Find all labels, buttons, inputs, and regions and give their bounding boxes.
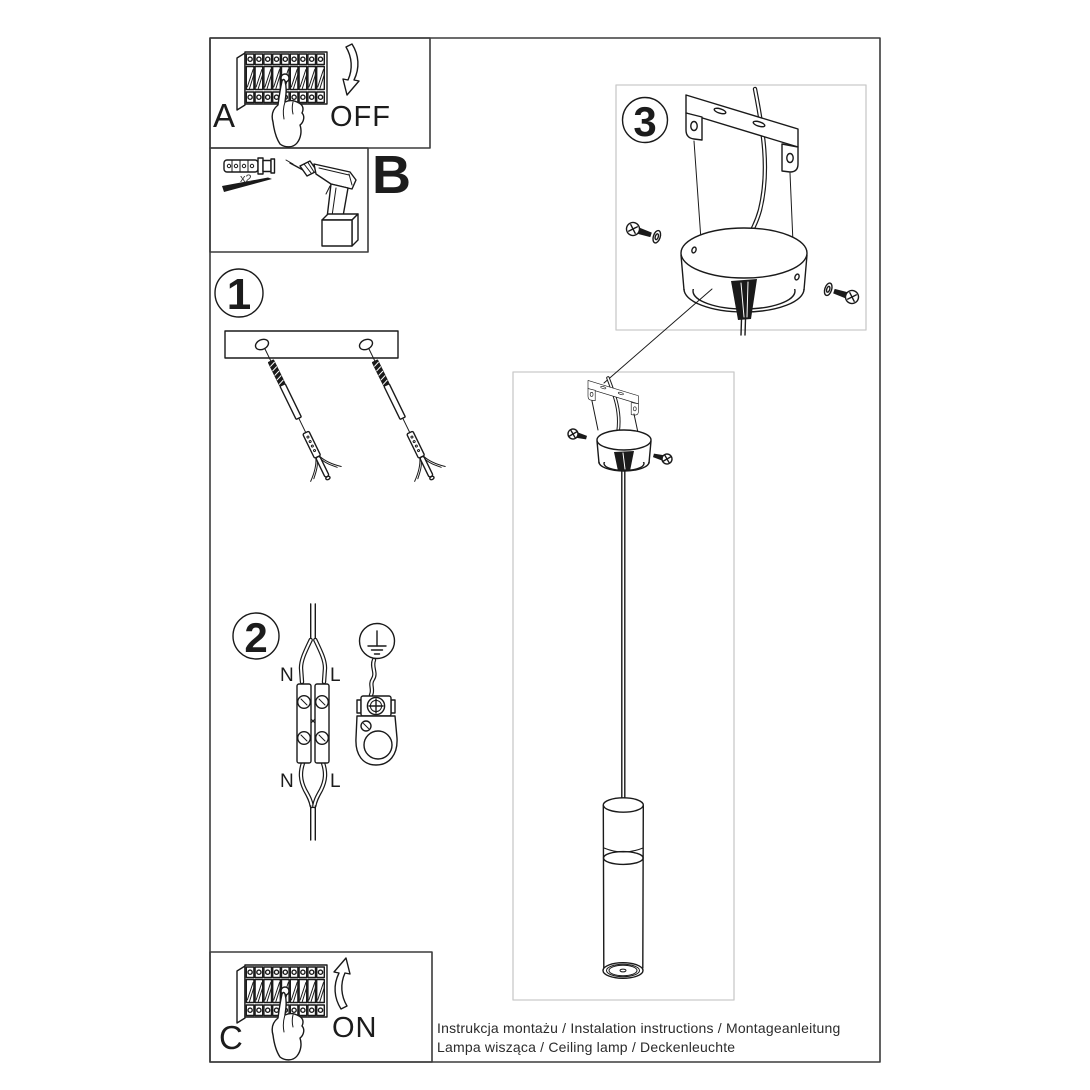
step-c-letter: C xyxy=(219,1019,243,1056)
wire-label-n-top: N xyxy=(280,665,294,686)
panel-b-scene xyxy=(222,158,358,246)
step-b-qty-label: x2 xyxy=(240,173,252,185)
step-a-off-label: OFF xyxy=(330,101,391,133)
ground-symbol-icon xyxy=(360,624,395,659)
outer-frame xyxy=(210,38,880,1062)
step-b-letter: B xyxy=(372,145,411,205)
arrow-up-icon xyxy=(334,958,350,1009)
lamp-shade-cylinder xyxy=(603,798,643,979)
footer-line-2: Lampa wisząca / Ceiling lamp / Deckenleuchte xyxy=(437,1039,736,1055)
guide-line xyxy=(592,401,598,430)
terminal-block xyxy=(297,684,329,763)
wall-plug-icon xyxy=(224,158,275,174)
ground-clamp xyxy=(356,696,397,765)
arrow-down-icon xyxy=(343,44,359,95)
ground-wire xyxy=(371,660,374,695)
step-c-on-label: ON xyxy=(332,1012,378,1044)
step-3-number: 3 xyxy=(633,98,657,145)
wire-label-l-top: L xyxy=(330,665,341,686)
footer-line-1: Instrukcja montażu / Instalation instructions / Montageanleitung xyxy=(437,1020,841,1036)
drill-icon xyxy=(286,160,358,246)
step-2-number: 2 xyxy=(244,614,268,661)
suspension-cable xyxy=(608,378,619,432)
wire-label-n-bottom: N xyxy=(280,771,294,792)
pendant-lamp-scene xyxy=(567,378,673,978)
leader-line xyxy=(604,289,712,383)
guide-line xyxy=(694,141,701,240)
pendant-cable xyxy=(622,471,625,799)
panel-c-scene xyxy=(237,958,350,1060)
step-1-number: 1 xyxy=(226,270,252,319)
wire-label-l-bottom: L xyxy=(330,771,341,792)
suspension-cable xyxy=(745,89,765,242)
step-a-letter: A xyxy=(213,97,236,134)
